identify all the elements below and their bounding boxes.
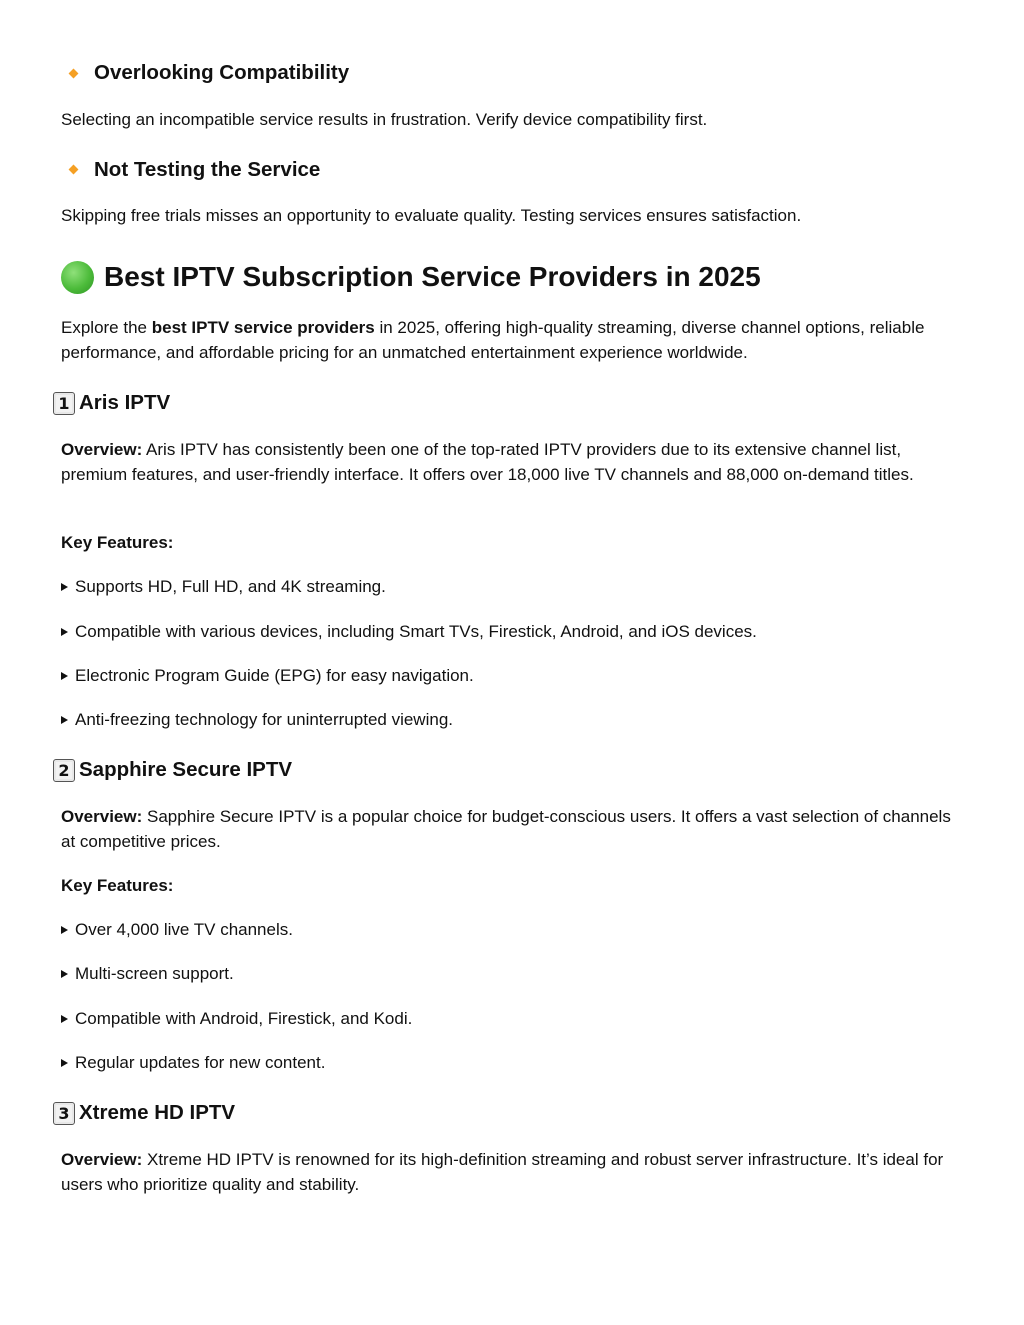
triangle-bullet-icon (61, 970, 68, 978)
provider-heading: Xtreme HD IPTV (79, 1101, 236, 1124)
feature-text: Anti-freezing technology for uninterrupted viewing. (75, 710, 453, 729)
triangle-bullet-icon (61, 1059, 68, 1067)
overview-label: Overview: (61, 807, 143, 826)
mistake-text: Selecting an incompatible service results in frustration. Verify device compatibility first. (61, 110, 708, 129)
overview-label: Overview: (61, 440, 143, 459)
feature-item (61, 1007, 412, 1031)
number-1-icon: 1 (53, 392, 75, 415)
feature-item (61, 708, 453, 732)
provider-heading: Sapphire Secure IPTV (79, 758, 293, 781)
provider-overview (61, 805, 961, 854)
feature-item (61, 575, 386, 599)
mistake-text: Skipping free trials misses an opportunity to evaluate quality. Testing services ensures satisfaction. (61, 206, 802, 225)
feature-text: Supports HD, Full HD, and 4K streaming. (75, 577, 386, 596)
section-intro (61, 316, 961, 365)
number-3-icon: 3 (53, 1102, 75, 1125)
intro-suffix: in 2025, offering high-quality streaming, diverse channel options, reliable performance, and affordable pricing for an unmatched entertainment experience worldwide. (61, 318, 925, 362)
section-title: Best IPTV Subscription Service Providers in 2025 (104, 261, 761, 292)
mistake-heading: Not Testing the Service (94, 158, 321, 181)
feature-item (61, 620, 757, 644)
provider-overview (61, 1148, 961, 1197)
overview-label: Overview: (61, 1150, 143, 1169)
key-features-label: Key Features: (61, 533, 174, 552)
intro-bold: best IPTV service providers (151, 318, 375, 337)
feature-text: Regular updates for new content. (75, 1053, 326, 1072)
feature-item (61, 664, 474, 688)
orange-diamond-icon (69, 69, 79, 79)
triangle-bullet-icon (61, 583, 68, 591)
overview-text: Xtreme HD IPTV is renowned for its high-definition streaming and robust server infrastructure. It’s ideal for users who prioritize quality and stability. (61, 1150, 944, 1194)
provider-overview (61, 438, 951, 487)
mistake-heading: Overlooking Compatibility (94, 61, 350, 84)
orange-diamond-icon (69, 165, 79, 175)
feature-text: Compatible with various devices, including Smart TVs, Firestick, Android, and iOS devices. (75, 622, 757, 641)
triangle-bullet-icon (61, 926, 68, 934)
key-features-label: Key Features: (61, 876, 174, 895)
feature-item (61, 918, 293, 942)
feature-text: Multi-screen support. (75, 964, 234, 983)
feature-text: Electronic Program Guide (EPG) for easy navigation. (75, 666, 474, 685)
feature-item (61, 962, 234, 986)
intro-prefix: Explore the (61, 318, 152, 337)
feature-text: Compatible with Android, Firestick, and Kodi. (75, 1009, 413, 1028)
feature-text: Over 4,000 live TV channels. (75, 920, 293, 939)
number-2-icon: 2 (53, 759, 75, 782)
triangle-bullet-icon (61, 672, 68, 680)
provider-heading: Aris IPTV (79, 391, 171, 414)
overview-text: Sapphire Secure IPTV is a popular choice for budget-conscious users. It offers a vast selection of channels at competitive prices. (61, 807, 951, 851)
triangle-bullet-icon (61, 628, 68, 636)
feature-item (61, 1051, 325, 1075)
triangle-bullet-icon (61, 1015, 68, 1023)
triangle-bullet-icon (61, 716, 68, 724)
green-circle-icon (61, 261, 94, 294)
overview-text: Aris IPTV has consistently been one of the top-rated IPTV providers due to its extensive channel list, premium features, and user-friendly interface. It offers over 18,000 live TV channels and 88,000 on-demand titles. (61, 440, 914, 484)
